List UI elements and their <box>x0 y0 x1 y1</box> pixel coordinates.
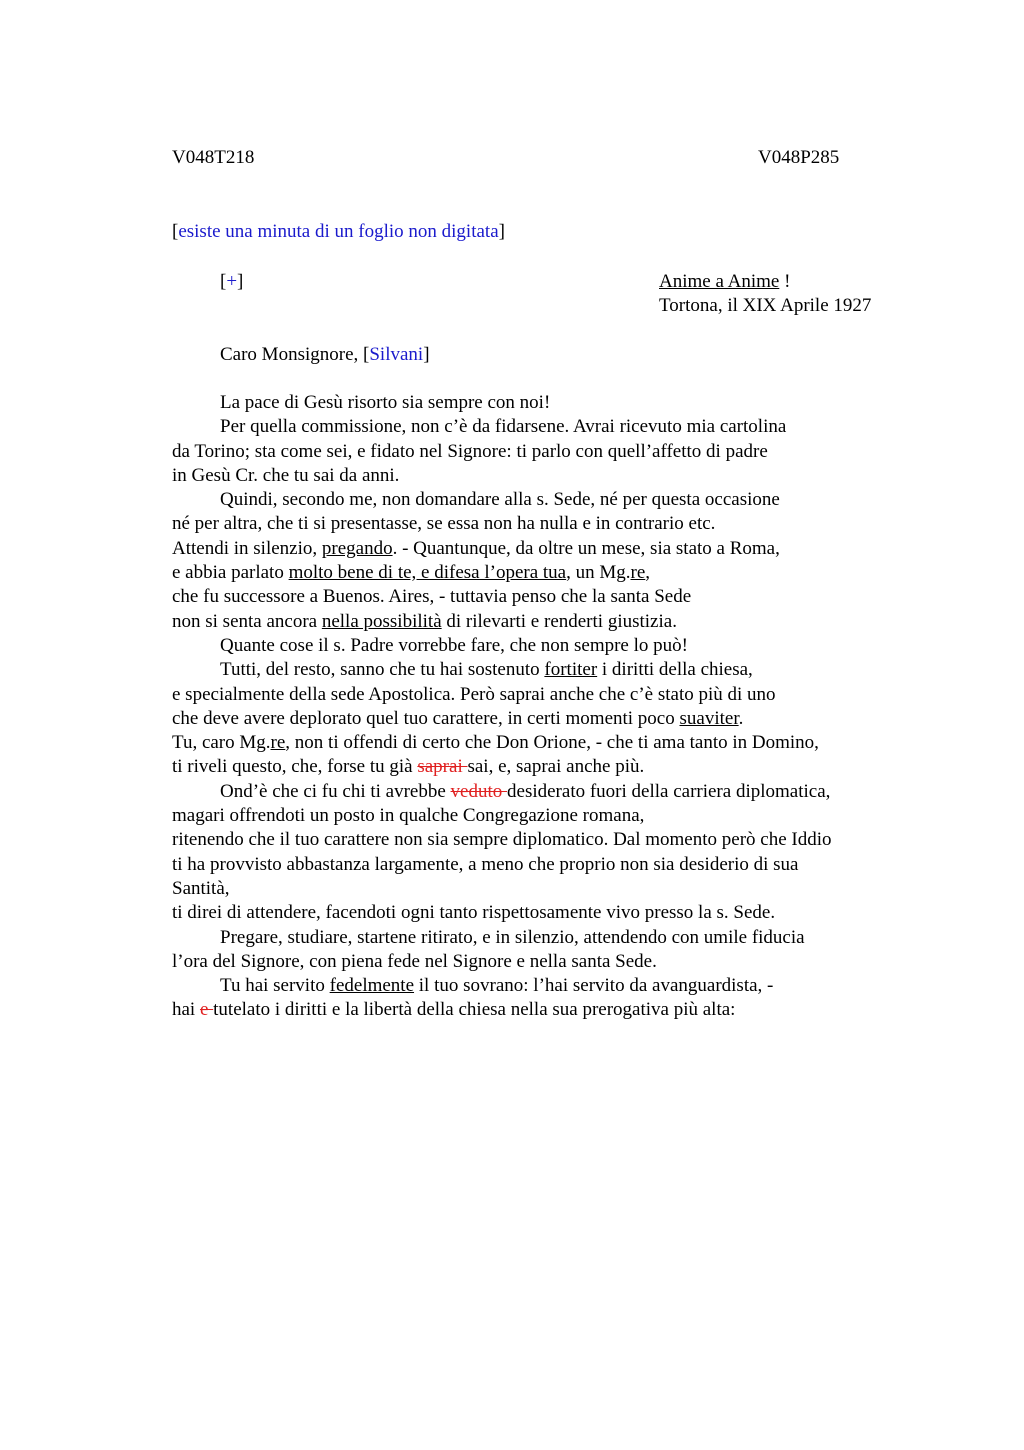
underlined-word: fortiter <box>544 659 598 681</box>
text-span: che deve avere deplorato quel tuo carattere, in certi momenti poco <box>172 707 680 729</box>
body-line <box>172 780 912 804</box>
text-span: , <box>645 562 651 584</box>
underlined-phrase: nella possibilità <box>321 610 442 632</box>
motto <box>659 270 790 294</box>
body-line <box>172 537 912 561</box>
text-span: Attendi in silenzio, <box>172 537 322 559</box>
note-bracket-close: ] <box>498 221 505 242</box>
body-line: ti ha provvisto abbastanza largamente, a meno che proprio non sia desiderio di sua <box>172 853 799 875</box>
body-line <box>172 998 912 1022</box>
editorial-note <box>172 220 505 244</box>
recipient-name: Silvani <box>369 344 424 365</box>
body-line: La pace di Gesù risorto sia sempre con noi! <box>220 392 551 413</box>
text-span: ti riveli questo, che, forse tu già <box>172 756 418 778</box>
dateline: Tortona, il XIX Aprile 1927 <box>659 295 872 316</box>
underlined-phrase: molto bene di te, e difesa l’opera tua <box>288 562 567 584</box>
underlined-abbrev: re <box>630 562 646 584</box>
doc-code-left: V048T218 <box>172 147 255 168</box>
body-line <box>172 974 912 998</box>
text-span: e abbia parlato <box>172 562 289 584</box>
body-line: da Torino; sta come sei, e fidato nel Signore: ti parlo con quell’affetto di padre <box>172 440 768 462</box>
struck-word: veduto <box>450 780 508 802</box>
text-span: sai, e, saprai anche più. <box>467 756 645 778</box>
salutation <box>220 343 430 367</box>
body-line: magari offrendoti un posto in qualche Congregazione romana, <box>172 805 645 827</box>
note-bracket-open: [ <box>172 221 179 242</box>
struck-word: saprai <box>417 756 468 778</box>
cross-bracket-close: ] <box>237 271 244 292</box>
body-line <box>172 731 912 755</box>
letter-body <box>172 391 912 1023</box>
body-line: Quante cose il s. Padre vorrebbe fare, che non sempre lo può! <box>220 634 688 656</box>
text-span: di rilevarti e renderti giustizia. <box>441 610 677 632</box>
text-span: tutelato i diritti e la libertà della chiesa nella sua prerogativa più alta: <box>213 999 736 1021</box>
text-span: hai <box>172 999 200 1021</box>
text-span: non si senta ancora <box>172 610 322 632</box>
body-line: l’ora del Signore, con piena fede nel Signore e nella santa Sede. <box>172 950 657 972</box>
text-span: Tutti, del resto, sanno che tu hai sostenuto <box>220 659 545 681</box>
cross-bracket-open: [ <box>220 271 227 292</box>
body-line: né per altra, che ti si presentasse, se essa non ha nulla e in contrario etc. <box>172 513 716 535</box>
text-span: Tu hai servito <box>220 975 330 997</box>
body-line: che fu successore a Buenos. Aires, - tuttavia penso che la santa Sede <box>172 586 692 608</box>
underlined-abbrev: re <box>270 732 286 754</box>
body-line: e specialmente della sede Apostolica. Però saprai anche che c’è stato più di uno <box>172 683 776 705</box>
body-line <box>172 755 912 779</box>
body-line: Pregare, studiare, startene ritirato, e in silenzio, attendendo con umile fiducia <box>220 926 805 948</box>
body-line: Per quella commissione, non c’è da fidarsene. Avrai ricevuto mia cartolina <box>220 416 787 438</box>
text-span: desiderato fuori della carriera diplomatica, <box>507 780 831 802</box>
motto-suffix: ! <box>779 271 791 292</box>
body-line: ti direi di attendere, facendoti ogni tanto rispettosamente vivo presso la s. Sede. <box>172 902 776 924</box>
text-span: Tu, caro Mg. <box>172 732 271 754</box>
doc-code-right: V048P285 <box>758 147 840 168</box>
body-line <box>172 658 912 682</box>
struck-word: e <box>199 999 214 1021</box>
body-line <box>172 707 912 731</box>
text-span: . - Quantunque, da oltre un mese, sia stato a Roma, <box>392 537 780 559</box>
text-span: il tuo sovrano: l’hai servito da avanguardista, - <box>414 975 774 997</box>
text-span: , non ti offendi di certo che Don Orione, - che ti ama tanto in Domino, <box>285 732 819 754</box>
note-text: esiste una minuta di un foglio non digitata <box>178 221 499 242</box>
motto-text: Anime a Anime <box>659 271 780 292</box>
text-span: , un Mg. <box>566 562 631 584</box>
underlined-word: fedelmente <box>329 975 415 997</box>
body-line: Santità, <box>172 877 230 899</box>
cross-symbol: + <box>226 271 238 292</box>
text-span: . <box>738 707 744 729</box>
salutation-close: ] <box>423 344 430 365</box>
underlined-word: suaviter <box>679 707 739 729</box>
salutation-text: Caro Monsignore, [ <box>220 344 370 365</box>
body-line: in Gesù Cr. che tu sai da anni. <box>172 464 400 486</box>
body-line <box>172 610 912 634</box>
body-line: ritenendo che il tuo carattere non sia sempre diplomatico. Dal momento però che Iddio <box>172 829 832 851</box>
text-span: i diritti della chiesa, <box>597 659 753 681</box>
underlined-word: pregando <box>321 537 393 559</box>
text-span: Ond’è che ci fu chi ti avrebbe <box>220 780 451 802</box>
cross-mark <box>220 270 243 294</box>
body-line <box>172 561 912 585</box>
body-line: Quindi, secondo me, non domandare alla s. Sede, né per questa occasione <box>220 489 780 511</box>
